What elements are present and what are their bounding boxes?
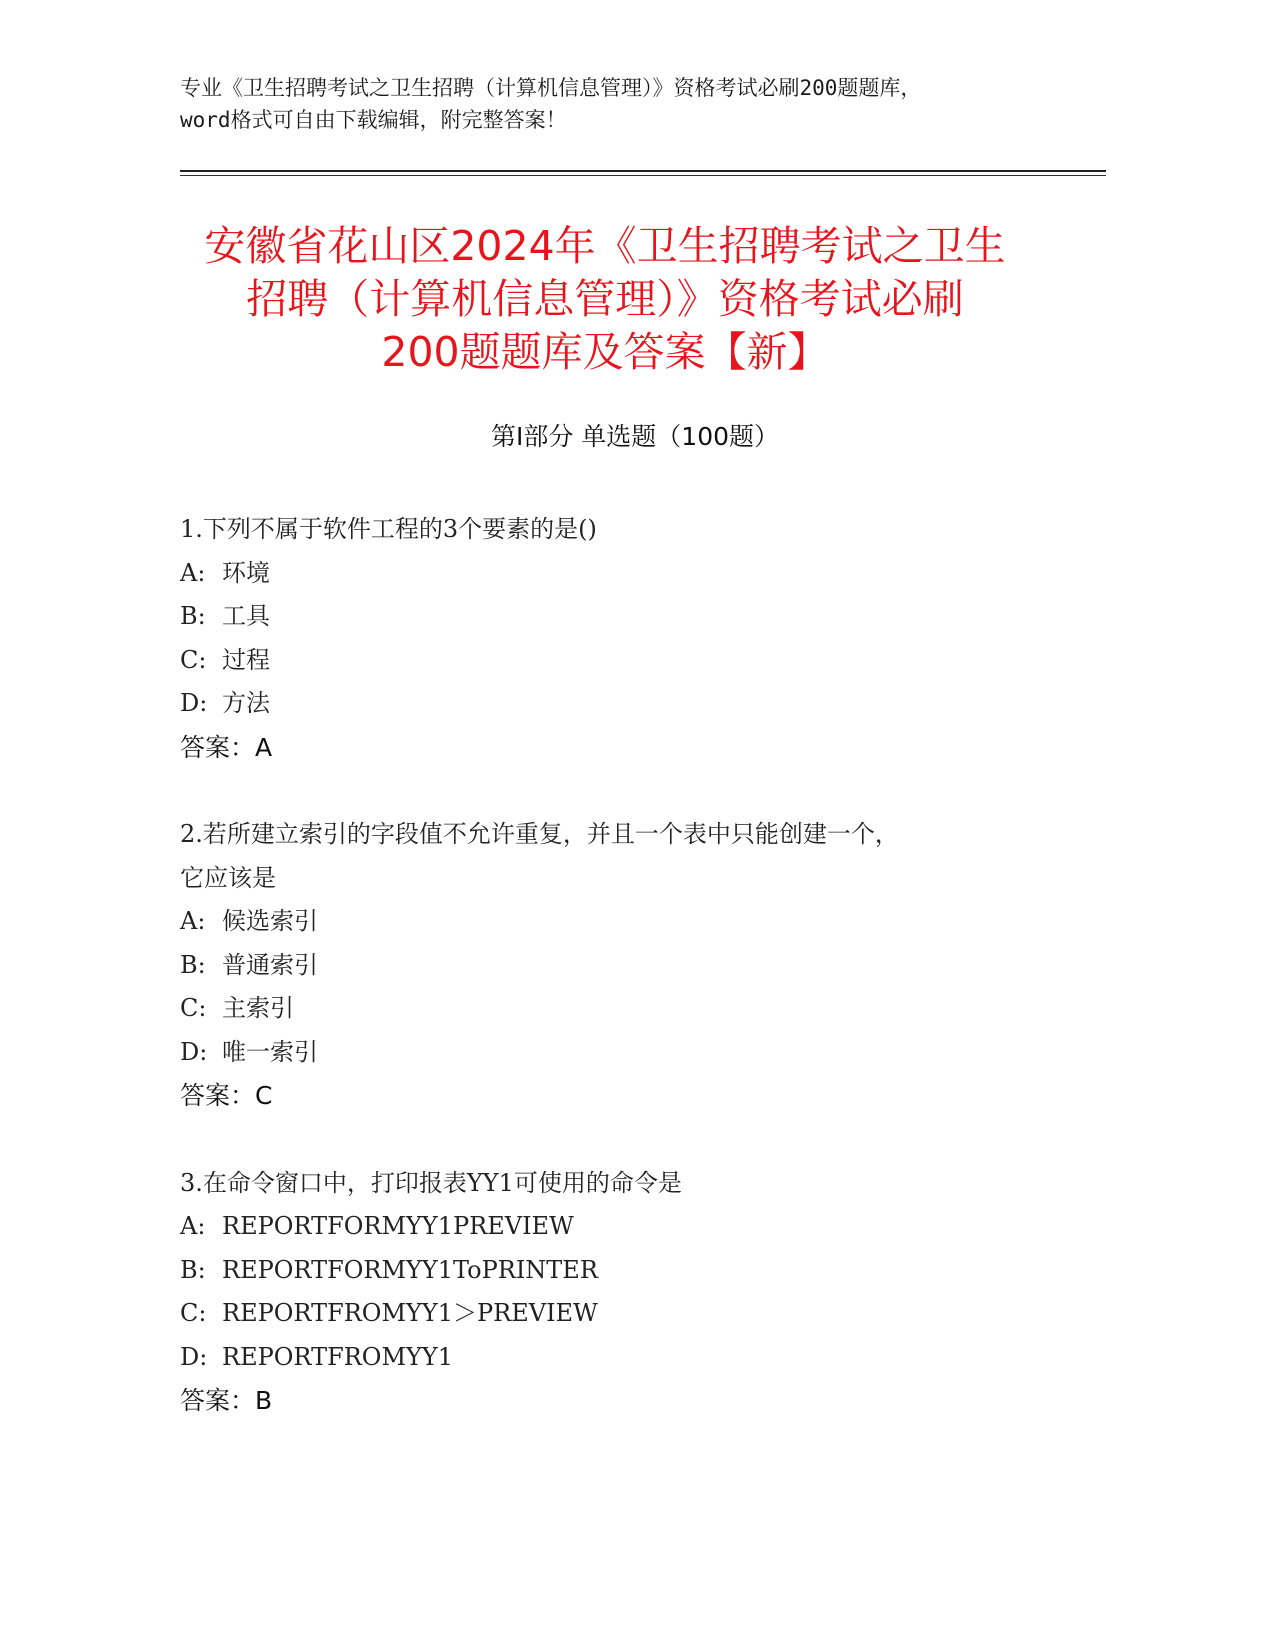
option-c: [180, 639, 1110, 683]
option-letter: D:: [180, 689, 208, 717]
option-text: 唯一索引: [222, 1037, 318, 1066]
option-b: [180, 944, 1110, 988]
answer-text: 答案：A: [180, 732, 273, 762]
title-line-3: 200题题库及答案【新】: [381, 328, 829, 376]
option-letter: C:: [180, 994, 207, 1022]
question-2: [180, 813, 1110, 1118]
option-letter: A:: [180, 907, 206, 935]
option-a: [180, 552, 1110, 596]
header-note-line-2: word格式可自由下载编辑，附完整答案！: [180, 108, 567, 132]
option-text: REPORTFORMYY1PREVIEW: [222, 1212, 574, 1240]
question-stem: 2.若所建立索引的字段值不允许重复，并且一个表中只能创建一个，: [180, 820, 899, 848]
title-line-2: 招聘（计算机信息管理）》资格考试必刷: [246, 275, 964, 323]
question-stem-continued: 它应该是: [180, 863, 276, 892]
option-letter: B:: [180, 950, 206, 979]
option-text: 普通索引: [222, 950, 318, 979]
option-d: [180, 1031, 1110, 1075]
option-letter: A:: [180, 558, 206, 587]
option-c: [180, 1292, 1110, 1336]
question-stem: 3.在命令窗口中，打印报表YY1可使用的命令是: [180, 1168, 682, 1197]
option-letter: D:: [180, 1342, 208, 1371]
option-a: [180, 900, 1110, 944]
header-divider-thick: [180, 170, 1106, 172]
document-header-note: [180, 72, 1110, 136]
option-letter: C:: [180, 1299, 207, 1327]
option-letter: B:: [180, 602, 206, 630]
option-b: [180, 1249, 1110, 1293]
title-line-1: 安徽省花山区2024年《卫生招聘考试之卫生: [204, 222, 1006, 270]
option-d: [180, 682, 1110, 726]
header-divider-thin: [180, 175, 1106, 176]
option-text: REPORTFROMYY1＞PREVIEW: [222, 1299, 598, 1327]
question-stem: 1.下列不属于软件工程的3个要素的是(): [180, 515, 597, 543]
option-text: 方法: [222, 689, 270, 717]
question-3: [180, 1162, 1110, 1423]
section-heading: 第Ⅰ部分 单选题（100题）: [490, 422, 780, 451]
document-title: [150, 220, 1060, 379]
option-c: [180, 987, 1110, 1031]
option-text: 候选索引: [222, 907, 318, 935]
answer-text: 答案：C: [180, 1081, 273, 1110]
answer-text: 答案：B: [180, 1386, 273, 1415]
option-letter: B:: [180, 1255, 206, 1284]
option-text: 主索引: [222, 994, 294, 1022]
option-text: REPORTFORMYY1ToPRINTER: [222, 1255, 598, 1284]
option-letter: A:: [180, 1212, 206, 1240]
option-b: [180, 595, 1110, 639]
header-note-line-1: 专业《卫生招聘考试之卫生招聘（计算机信息管理）》资格考试必刷200题题库，: [180, 76, 922, 100]
option-letter: C:: [180, 645, 207, 674]
option-a: [180, 1205, 1110, 1249]
question-list: [180, 508, 1110, 1467]
option-text: REPORTFROMYY1: [222, 1342, 453, 1371]
option-letter: D:: [180, 1037, 208, 1066]
question-1: [180, 508, 1110, 769]
option-text: 工具: [222, 602, 270, 630]
option-text: 过程: [222, 645, 270, 674]
option-text: 环境: [222, 558, 270, 587]
option-d: [180, 1336, 1110, 1380]
